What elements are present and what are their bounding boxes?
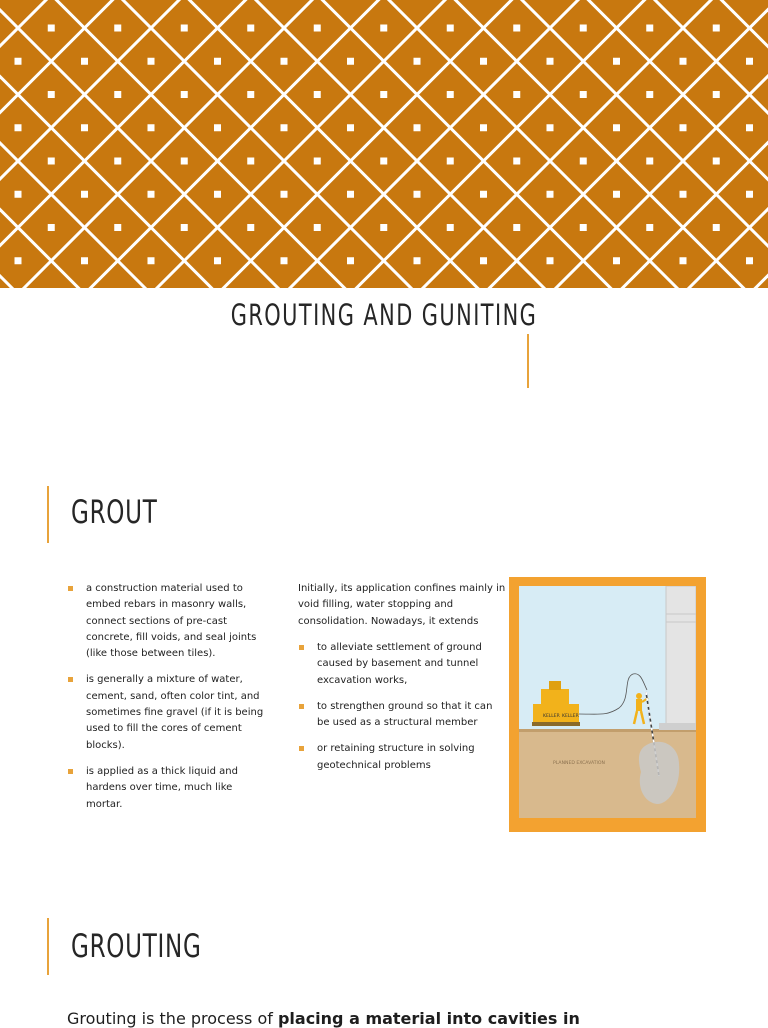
title-accent-line xyxy=(527,334,529,388)
pattern-dot xyxy=(746,124,753,131)
pattern-dot xyxy=(480,257,487,264)
pattern-dot xyxy=(48,25,55,32)
pattern-dot xyxy=(81,124,88,131)
pattern-dot xyxy=(114,91,121,98)
list-item xyxy=(67,764,267,813)
pattern-dot xyxy=(214,124,221,131)
diamond-pattern-banner xyxy=(0,0,768,288)
pattern-dot xyxy=(181,25,188,32)
pattern-dot xyxy=(547,58,554,65)
title-slide xyxy=(0,0,768,420)
pattern-dot xyxy=(447,158,454,165)
application-list xyxy=(298,640,508,784)
pattern-dot xyxy=(247,224,254,231)
pattern-dot xyxy=(713,158,720,165)
bullet-text: a construction material used to embed rebars in masonry walls, connect sections of pre-cast concrete, fill voids, and seal joints (like those between tiles). xyxy=(86,583,256,659)
grout-slide xyxy=(0,420,768,878)
pattern-dot xyxy=(680,191,687,198)
grouting-definition xyxy=(67,1009,580,1028)
pattern-dot xyxy=(580,224,587,231)
pattern-dot xyxy=(480,124,487,131)
pattern-dot xyxy=(414,58,421,65)
pattern-dot xyxy=(746,191,753,198)
pattern-dot xyxy=(513,25,520,32)
pattern-dot xyxy=(447,91,454,98)
bullet-square-icon xyxy=(299,746,304,751)
bullet-text: is applied as a thick liquid and hardens over time, much like mortar. xyxy=(86,766,238,810)
pattern-dot xyxy=(680,257,687,264)
pattern-dot xyxy=(81,191,88,198)
pattern-dot xyxy=(414,191,421,198)
pattern-dot xyxy=(81,58,88,65)
pattern-dot xyxy=(314,91,321,98)
pattern-dot xyxy=(347,124,354,131)
pattern-dot xyxy=(347,257,354,264)
equipment-label: KELLER xyxy=(562,713,579,719)
pattern-dot xyxy=(713,25,720,32)
pattern-dot xyxy=(613,124,620,131)
pattern-dot xyxy=(247,25,254,32)
pattern-dot xyxy=(680,58,687,65)
pattern-dot xyxy=(713,91,720,98)
pattern-dot xyxy=(15,58,22,65)
bullet-square-icon xyxy=(299,704,304,709)
pattern-dot xyxy=(15,257,22,264)
pattern-dot xyxy=(114,224,121,231)
pattern-dot xyxy=(281,257,288,264)
pattern-dot xyxy=(580,91,587,98)
pattern-dot xyxy=(580,25,587,32)
list-item xyxy=(298,741,508,774)
pattern-dot xyxy=(281,124,288,131)
pattern-dot xyxy=(281,191,288,198)
pattern-dot xyxy=(480,191,487,198)
pattern-dot xyxy=(547,257,554,264)
pattern-dot xyxy=(380,158,387,165)
definition-emphasis: placing a material into cavities in xyxy=(278,1009,580,1028)
pattern-dot xyxy=(247,91,254,98)
pattern-dot xyxy=(15,124,22,131)
pattern-dot xyxy=(214,58,221,65)
pattern-dot xyxy=(380,25,387,32)
bullet-square-icon xyxy=(68,586,73,591)
pattern-dot xyxy=(314,224,321,231)
pattern-dot xyxy=(314,25,321,32)
presentation-title: GROUTING AND GUNITING xyxy=(108,298,661,332)
list-item xyxy=(67,581,267,662)
pattern-dot xyxy=(646,158,653,165)
grout-definition-list xyxy=(67,581,267,823)
pattern-dot xyxy=(15,191,22,198)
pattern-dot xyxy=(746,257,753,264)
pattern-dot xyxy=(414,124,421,131)
application-intro: Initially, its application confines mainly in void filling, water stopping and consolidation. Nowadays, it extends xyxy=(298,581,508,630)
section-accent-line xyxy=(47,486,49,543)
pattern-dot xyxy=(480,58,487,65)
pattern-dot xyxy=(547,191,554,198)
bullet-square-icon xyxy=(68,769,73,774)
grouting-illustration xyxy=(519,586,696,818)
bullet-text: to strengthen ground so that it can be used as a structural member xyxy=(317,701,492,728)
pattern-dot xyxy=(114,158,121,165)
pattern-dot xyxy=(48,91,55,98)
section-title-grout: GROUT xyxy=(71,493,158,531)
section-accent-line xyxy=(47,918,49,975)
grouting-slide xyxy=(0,878,768,1024)
pattern-dot xyxy=(513,158,520,165)
pattern-dot xyxy=(680,124,687,131)
list-item xyxy=(298,699,508,732)
bullet-text: to alleviate settlement of ground caused by basement and tunnel excavation works, xyxy=(317,642,482,686)
pattern-dot xyxy=(646,224,653,231)
pattern-dot xyxy=(347,58,354,65)
pattern-dot xyxy=(347,191,354,198)
pattern-dot xyxy=(746,58,753,65)
pattern-dot xyxy=(48,158,55,165)
pattern-dot xyxy=(613,257,620,264)
pattern-dot xyxy=(81,257,88,264)
list-item xyxy=(298,640,508,689)
pattern-dot xyxy=(513,91,520,98)
pattern-dot xyxy=(114,25,121,32)
pattern-dot xyxy=(281,58,288,65)
pattern-dot xyxy=(148,257,155,264)
grouting-illustration-frame xyxy=(509,577,706,832)
pattern-dot xyxy=(214,257,221,264)
pattern-dot xyxy=(547,124,554,131)
pattern-dot xyxy=(613,58,620,65)
pattern-dot xyxy=(447,224,454,231)
pattern-dot xyxy=(713,224,720,231)
bullet-text: is generally a mixture of water, cement, sand, often color tint, and sometimes fine gravel (if it is being used to fill the cores of cement blocks). xyxy=(86,674,263,750)
pattern-dot xyxy=(214,191,221,198)
list-item xyxy=(67,672,267,753)
pattern-dot xyxy=(447,25,454,32)
section-title-grouting: GROUTING xyxy=(71,927,202,965)
pattern-dot xyxy=(181,224,188,231)
pattern-dot xyxy=(414,257,421,264)
pattern-dot xyxy=(148,58,155,65)
pattern-dot xyxy=(181,91,188,98)
pattern-dot xyxy=(148,191,155,198)
planned-excavation-label: PLANNED EXCAVATION xyxy=(553,760,605,766)
bullet-text: or retaining structure in solving geotechnical problems xyxy=(317,743,475,770)
bullet-square-icon xyxy=(299,645,304,650)
pattern-dot xyxy=(247,158,254,165)
pattern-dot xyxy=(613,191,620,198)
pattern-dot xyxy=(646,25,653,32)
pattern-dot xyxy=(380,91,387,98)
pattern-dot xyxy=(48,224,55,231)
pattern-dot xyxy=(513,224,520,231)
pattern-dot xyxy=(380,224,387,231)
pattern-dot xyxy=(646,91,653,98)
pattern-dot xyxy=(148,124,155,131)
equipment-label: KELLER xyxy=(543,713,560,719)
definition-text: Grouting is the process of xyxy=(67,1009,278,1028)
bullet-square-icon xyxy=(68,677,73,682)
pattern-dot xyxy=(580,158,587,165)
pattern-dot xyxy=(314,158,321,165)
pattern-dot xyxy=(181,158,188,165)
